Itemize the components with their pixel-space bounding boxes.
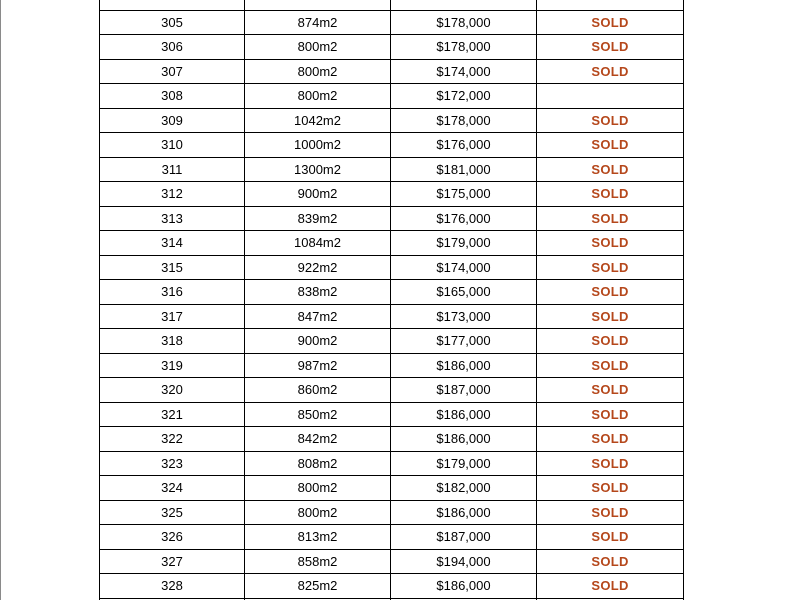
- lot-price-cell: $176,000: [391, 133, 537, 158]
- lot-area-cell: 813m2: [245, 525, 391, 550]
- lot-area-cell: 860m2: [245, 378, 391, 403]
- lot-status-cell: [537, 280, 684, 305]
- lot-price-cell: $178,000: [391, 10, 537, 35]
- lot-area-cell: 800m2: [245, 35, 391, 60]
- lot-number-cell: 306: [100, 35, 245, 60]
- lot-status-cell: [537, 157, 684, 182]
- table-row: [100, 549, 684, 574]
- table-row: [100, 402, 684, 427]
- lot-number-cell: 316: [100, 280, 245, 305]
- lot-number-cell: 321: [100, 402, 245, 427]
- lot-area-cell: 800m2: [245, 476, 391, 501]
- lot-price-cell: $187,000: [391, 378, 537, 403]
- sold-badge: SOLD: [591, 553, 629, 569]
- lot-number-cell: 308: [100, 84, 245, 109]
- sold-badge: SOLD: [591, 210, 629, 226]
- lot-status-cell: [537, 206, 684, 231]
- lot-status-cell: [537, 231, 684, 256]
- table-row: [100, 525, 684, 550]
- lot-status-cell: [537, 133, 684, 158]
- lot-status-cell: [537, 255, 684, 280]
- lot-status-cell: [537, 500, 684, 525]
- lot-area-cell: 1084m2: [245, 231, 391, 256]
- sold-badge: SOLD: [591, 259, 629, 275]
- table-row: [100, 304, 684, 329]
- sold-badge: SOLD: [591, 529, 629, 545]
- table-row: [100, 378, 684, 403]
- lot-price-cell: $187,000: [391, 525, 537, 550]
- lot-number-cell: 310: [100, 133, 245, 158]
- lot-status-cell: [537, 182, 684, 207]
- lot-number-cell: 315: [100, 255, 245, 280]
- lot-price-cell: $174,000: [391, 255, 537, 280]
- sold-badge: SOLD: [591, 357, 629, 373]
- lot-area-cell: 874m2: [245, 10, 391, 35]
- lot-number-cell: 317: [100, 304, 245, 329]
- sold-badge: SOLD: [591, 333, 629, 349]
- lot-area-cell: 800m2: [245, 84, 391, 109]
- table-row: [100, 59, 684, 84]
- lot-area-cell: 825m2: [245, 574, 391, 599]
- lot-number-cell: 319: [100, 353, 245, 378]
- lot-number-cell: 325: [100, 500, 245, 525]
- lot-number-cell: 313: [100, 206, 245, 231]
- lot-number-cell: 327: [100, 549, 245, 574]
- lot-price-cell: $181,000: [391, 157, 537, 182]
- sold-badge: SOLD: [591, 578, 629, 594]
- page-edge-divider: [0, 0, 1, 600]
- lot-area-cell: 1300m2: [245, 157, 391, 182]
- table-row: [100, 108, 684, 133]
- lot-status-cell: [537, 108, 684, 133]
- lot-status-cell: [537, 549, 684, 574]
- lot-area-cell: 800m2: [245, 59, 391, 84]
- sold-badge: SOLD: [591, 284, 629, 300]
- sold-badge: SOLD: [591, 112, 629, 128]
- lot-number-cell: 323: [100, 451, 245, 476]
- sold-badge: SOLD: [591, 137, 629, 153]
- sold-badge: SOLD: [591, 431, 629, 447]
- lot-status-cell: [537, 35, 684, 60]
- lot-area-cell: 808m2: [245, 451, 391, 476]
- lot-status-cell: [537, 84, 684, 109]
- lot-number-cell: 318: [100, 329, 245, 354]
- table-row: [100, 280, 684, 305]
- lot-area-cell: 858m2: [245, 549, 391, 574]
- table-row: [100, 206, 684, 231]
- lot-price-cell: $177,000: [391, 329, 537, 354]
- table-row: [100, 574, 684, 599]
- sold-badge: SOLD: [591, 406, 629, 422]
- table-row: [100, 10, 684, 35]
- sold-badge: SOLD: [591, 455, 629, 471]
- table-row: [100, 476, 684, 501]
- lot-status-cell: [537, 378, 684, 403]
- sold-badge: SOLD: [591, 14, 629, 30]
- lot-number-cell: 324: [100, 476, 245, 501]
- lot-area-cell: [245, 0, 391, 10]
- table-row: [100, 231, 684, 256]
- lot-price-cell: $179,000: [391, 451, 537, 476]
- lot-status-cell: [537, 10, 684, 35]
- lot-area-cell: 987m2: [245, 353, 391, 378]
- lot-price-table: [99, 0, 684, 600]
- lot-status-cell: [537, 353, 684, 378]
- lot-status-cell: [537, 476, 684, 501]
- lot-price-cell: $175,000: [391, 182, 537, 207]
- lot-area-cell: 800m2: [245, 500, 391, 525]
- table-row: [100, 500, 684, 525]
- sold-badge: SOLD: [591, 161, 629, 177]
- lot-price-cell: $178,000: [391, 108, 537, 133]
- sold-badge: SOLD: [591, 308, 629, 324]
- lot-price-cell: $186,000: [391, 402, 537, 427]
- lot-price-cell: $173,000: [391, 304, 537, 329]
- lot-status-cell: [537, 525, 684, 550]
- lot-price-cell: $182,000: [391, 476, 537, 501]
- table-row: [100, 84, 684, 109]
- sold-badge: SOLD: [591, 63, 629, 79]
- lot-number-cell: 305: [100, 10, 245, 35]
- lot-area-cell: 1000m2: [245, 133, 391, 158]
- lot-status-cell: [537, 402, 684, 427]
- table-row: [100, 182, 684, 207]
- lot-area-cell: 850m2: [245, 402, 391, 427]
- lot-area-cell: 842m2: [245, 427, 391, 452]
- lot-area-cell: 847m2: [245, 304, 391, 329]
- lot-price-cell: $186,000: [391, 574, 537, 599]
- lot-area-cell: 900m2: [245, 182, 391, 207]
- sold-badge: SOLD: [591, 186, 629, 202]
- lot-status-cell: [537, 574, 684, 599]
- lot-price-cell: $176,000: [391, 206, 537, 231]
- lot-number-cell: 320: [100, 378, 245, 403]
- lot-price-cell: $186,000: [391, 500, 537, 525]
- lot-status-cell: [537, 329, 684, 354]
- lot-price-cell: $179,000: [391, 231, 537, 256]
- lot-table-body: [100, 0, 684, 600]
- lot-number-cell: 312: [100, 182, 245, 207]
- lot-number-cell: 314: [100, 231, 245, 256]
- lot-price-cell: $194,000: [391, 549, 537, 574]
- lot-number-cell: 322: [100, 427, 245, 452]
- lot-number-cell: 328: [100, 574, 245, 599]
- table-row: [100, 329, 684, 354]
- lot-area-cell: 1042m2: [245, 108, 391, 133]
- table-row: [100, 451, 684, 476]
- lot-number-cell: 307: [100, 59, 245, 84]
- lot-number-cell: 309: [100, 108, 245, 133]
- table-row: [100, 353, 684, 378]
- lot-price-cell: $186,000: [391, 353, 537, 378]
- table-row: [100, 35, 684, 60]
- lot-price-cell: $165,000: [391, 280, 537, 305]
- sold-badge: SOLD: [591, 39, 629, 55]
- lot-number-cell: 311: [100, 157, 245, 182]
- lot-status-cell: [537, 59, 684, 84]
- sold-badge: SOLD: [591, 504, 629, 520]
- lot-status-cell: [537, 0, 684, 10]
- sold-badge: SOLD: [591, 235, 629, 251]
- sold-badge: SOLD: [591, 480, 629, 496]
- lot-status-cell: [537, 304, 684, 329]
- lot-area-cell: 900m2: [245, 329, 391, 354]
- table-row: [100, 427, 684, 452]
- lot-status-cell: [537, 451, 684, 476]
- table-row: [100, 157, 684, 182]
- table-row: [100, 0, 684, 10]
- lot-price-cell: $178,000: [391, 35, 537, 60]
- lot-price-cell: [391, 0, 537, 10]
- lot-status-cell: [537, 427, 684, 452]
- sold-badge: SOLD: [591, 382, 629, 398]
- lot-area-cell: 838m2: [245, 280, 391, 305]
- lot-area-cell: 922m2: [245, 255, 391, 280]
- lot-price-cell: $186,000: [391, 427, 537, 452]
- lot-number-cell: 326: [100, 525, 245, 550]
- table-row: [100, 255, 684, 280]
- lot-number-cell: [100, 0, 245, 10]
- lot-area-cell: 839m2: [245, 206, 391, 231]
- lot-price-cell: $174,000: [391, 59, 537, 84]
- lot-price-cell: $172,000: [391, 84, 537, 109]
- table-row: [100, 133, 684, 158]
